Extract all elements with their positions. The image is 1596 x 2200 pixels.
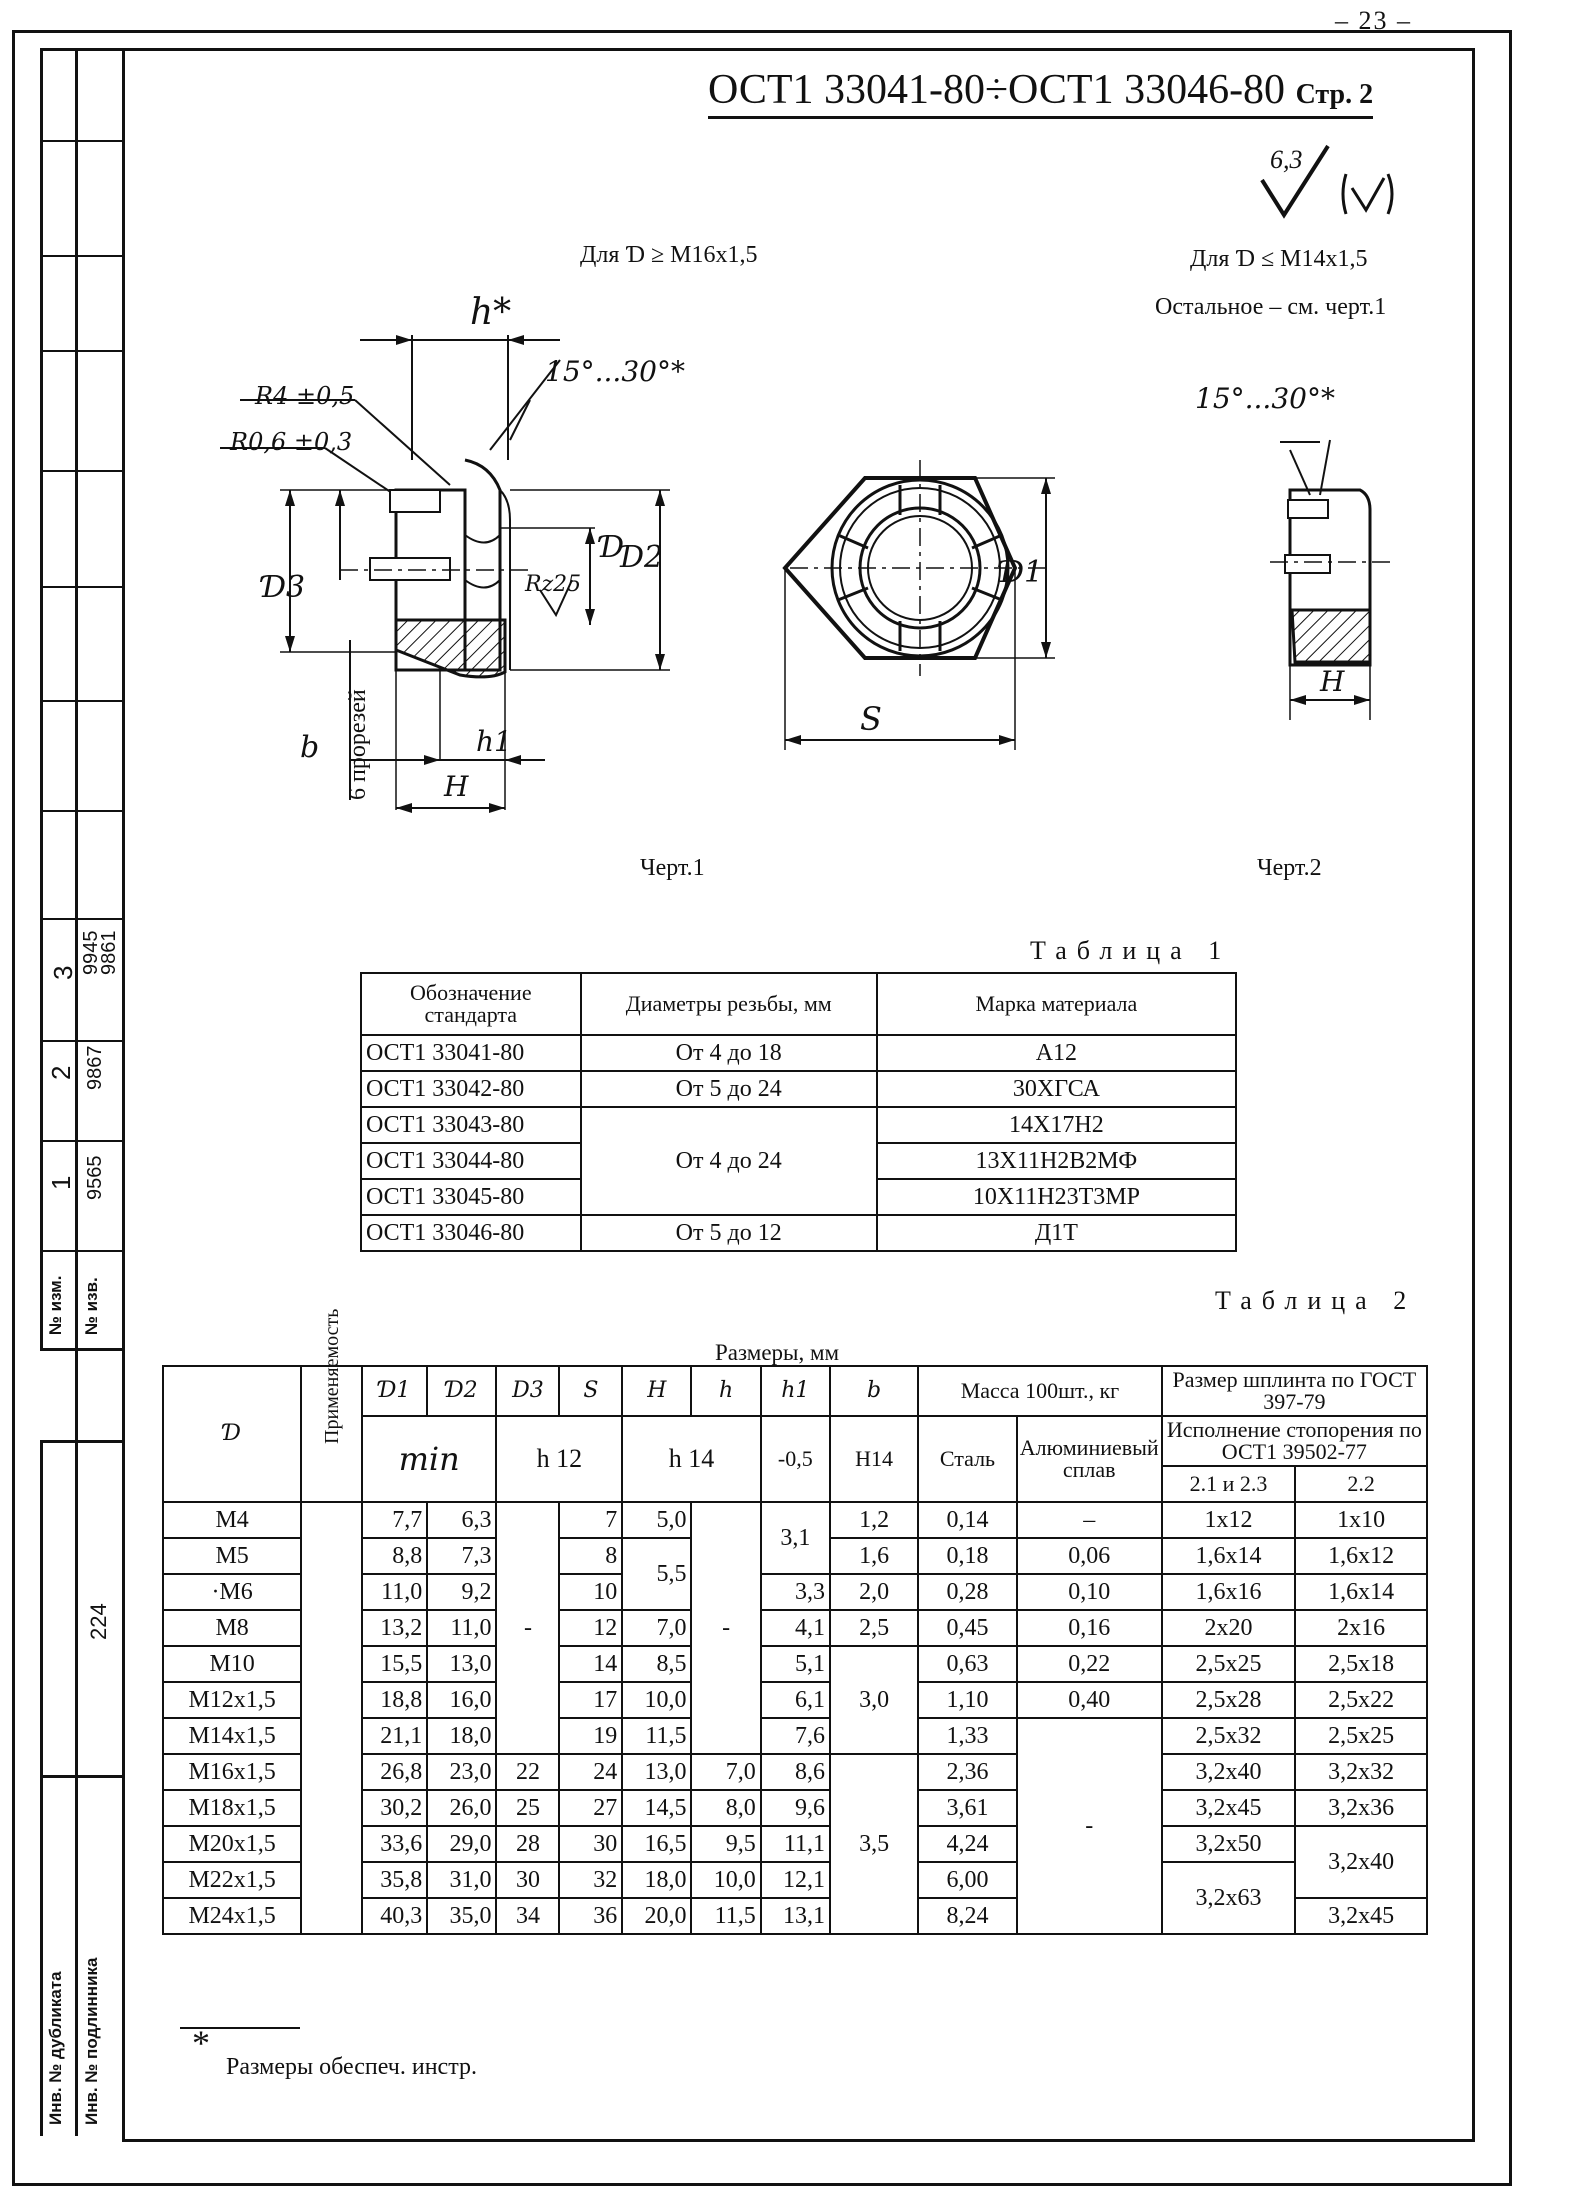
t2-tol-min: min: [362, 1416, 497, 1502]
dim-angle-1: 15°...30°*: [545, 355, 685, 388]
table-row: ОСТ1 33046-80 От 5 до 12 Д1Т: [361, 1215, 1236, 1251]
table-row: М4 7,7 6,3 - 7 5,0 - 3,1 1,2 0,14 – 1х12 1х10: [163, 1502, 1427, 1538]
roughness-value: 6,3: [1270, 145, 1303, 174]
dim-h1: h1: [476, 725, 512, 758]
change-number-1: 1: [46, 1175, 76, 1190]
notice-number-9867: 9867: [84, 1045, 106, 1090]
label-rest-see-drawing: Остальное – см. черт.1: [1155, 294, 1387, 320]
table-2-title: Таблица 2: [1215, 1286, 1417, 1315]
dim-angle-2: 15°...30°*: [1195, 382, 1335, 415]
document-title: [708, 66, 1373, 119]
t2-header-steel: Сталь: [918, 1416, 1017, 1502]
t1-header-standard: Обозначение стандарта: [361, 973, 581, 1035]
label-notice-number: № изв.: [82, 1277, 101, 1335]
dim-d2: Ɗ2: [620, 540, 664, 575]
caption-drawing-2: Черт.2: [1257, 855, 1322, 881]
table-row: М20х1,5 33,6 29,0 28 30 16,5 9,5 11,1 4,24 3,2х50 3,2х40: [163, 1826, 1427, 1862]
page-number: – 23 –: [1335, 6, 1412, 35]
roughness-mark-icon: [1250, 140, 1410, 230]
table-row: ОСТ1 33042-80 От 5 до 24 30ХГСА: [361, 1071, 1236, 1107]
dim-b: b: [300, 730, 320, 765]
t2-header-s: S: [559, 1366, 622, 1416]
t1-header-material: Марка материала: [877, 973, 1236, 1035]
dim-r4: R4 ±0,5: [255, 382, 355, 410]
dim-slots: 6 прорезей: [345, 689, 371, 800]
t2-tol-h1: -0,5: [761, 1416, 830, 1502]
label-large-diameter: Для Ɗ ≥ М16х1,5: [580, 242, 758, 268]
label-duplicate-inventory: Инв. № дубликата: [46, 1971, 65, 2125]
title-main: ОСТ1 33041-80÷ОСТ1 33046-80: [708, 67, 1286, 113]
table-2-units: Размеры, мм: [715, 1340, 840, 1365]
dim-H: H: [444, 770, 469, 803]
caption-drawing-1: Черт.1: [640, 855, 705, 881]
dim-s: S: [860, 700, 882, 738]
notice-number-9565: 9565: [84, 1155, 106, 1200]
t2-tol-b: H14: [830, 1416, 918, 1502]
t2-tol-h14: h 14: [622, 1416, 760, 1502]
t2-header-d: Ɗ: [163, 1366, 301, 1502]
footnote-star: *: [192, 2023, 210, 2063]
table-row: М5 8,8 7,3 8 5,5 1,6 0,18 0,06 1,6х14 1,6х12: [163, 1538, 1427, 1574]
dim-h-star: h*: [470, 292, 512, 333]
table-row: М10 15,5 13,0 14 8,5 5,1 3,0 0,63 0,22 2,5х25 2,5х18: [163, 1646, 1427, 1682]
notice-number-9945: 9945: [80, 930, 102, 975]
t2-header-h: h: [691, 1366, 760, 1416]
table-row: М24х1,5 40,3 35,0 34 36 20,0 11,5 13,1 8,24 3,2х45: [163, 1898, 1427, 1934]
table-row: ОСТ1 33045-80 10Х11Н23Т3МР: [361, 1179, 1236, 1215]
table-row: М16х1,5 26,8 23,0 22 24 13,0 7,0 8,6 3,5 2,36 3,2х40 3,2х32: [163, 1754, 1427, 1790]
table-row: М8 13,2 11,0 12 7,0 4,1 2,5 0,45 0,16 2х20 2х16: [163, 1610, 1427, 1646]
dim-d1: Ɗ1: [1000, 555, 1044, 590]
table-1-header: [361, 973, 1236, 1035]
label-original-inventory: Инв. № подлинника: [82, 1957, 101, 2125]
t2-header-d2: Ɗ2: [427, 1366, 496, 1416]
t2-header-pin: Размер шплинта по ГОСТ 397-79: [1162, 1366, 1427, 1416]
t2-header-aluminium: Алюминиевый сплав: [1017, 1416, 1162, 1502]
drawing-2-side-view: [1170, 400, 1430, 740]
table-1: [360, 972, 1237, 1252]
table-row: ОСТ1 33041-80 От 4 до 18 А12: [361, 1035, 1236, 1071]
table-row: М18х1,5 30,2 26,0 25 27 14,5 8,0 9,6 3,61 3,2х45 3,2х36: [163, 1790, 1427, 1826]
dim-r06: R0,6 ±0,3: [230, 428, 353, 456]
inventory-number: 224: [86, 1603, 111, 1640]
table-row: ОСТ1 33043-80 От 4 до 24 14Х17Н2: [361, 1107, 1236, 1143]
table-row: М22х1,5 35,8 31,0 30 32 18,0 10,0 12,1 6,00 3,2х63: [163, 1862, 1427, 1898]
change-number-3: 3: [48, 965, 78, 980]
table-row: М14х1,5 21,1 18,0 19 11,5 7,6 1,33 - 2,5х32 2,5х25: [163, 1718, 1427, 1754]
table-row: ОСТ1 33044-80 13Х11Н2В2МФ: [361, 1143, 1236, 1179]
title-page: Стр. 2: [1295, 79, 1374, 110]
t2-header-mass: Масса 100шт., кг: [918, 1366, 1162, 1416]
t2-header-exec-1: 2.1 и 2.3: [1162, 1466, 1296, 1502]
t2-tol-h12: h 12: [496, 1416, 622, 1502]
label-change-number: № изм.: [46, 1275, 65, 1335]
t2-header-d3: D3: [496, 1366, 559, 1416]
dim-rz: Rz25: [525, 572, 582, 597]
dim-d: Ɗ: [600, 530, 625, 565]
footnote-text: Размеры обеспеч. инстр.: [226, 2054, 477, 2080]
t2-header-H: H: [622, 1366, 691, 1416]
table-row: ·М6 11,0 9,2 10 3,3 2,0 0,28 0,10 1,6х16 1,6х14: [163, 1574, 1427, 1610]
t2-header-execution: Исполнение стопорения по ОСТ1 39502-77: [1162, 1416, 1427, 1466]
notice-number-9861: 9861: [98, 930, 120, 975]
t2-header-h1: h1: [761, 1366, 830, 1416]
t2-header-exec-2: 2.2: [1295, 1466, 1427, 1502]
t1-header-diameters: Диаметры резьбы, мм: [581, 973, 877, 1035]
drawing-1-front-view: [750, 440, 1090, 770]
table-1-title: Таблица 1: [1030, 936, 1232, 965]
label-small-diameter: Для Ɗ ≤ М14х1,5: [1190, 246, 1368, 272]
dim-H-2: H: [1320, 665, 1345, 698]
t2-header-b: b: [830, 1366, 918, 1416]
change-number-2: 2: [46, 1065, 76, 1080]
dim-d3: Ɗ3: [262, 570, 306, 605]
t2-header-applicability: Применяемость: [320, 1308, 343, 1444]
t2-header-d1: Ɗ1: [362, 1366, 427, 1416]
table-row: М12х1,5 18,8 16,0 17 10,0 6,1 1,10 0,40 2,5х28 2,5х22: [163, 1682, 1427, 1718]
